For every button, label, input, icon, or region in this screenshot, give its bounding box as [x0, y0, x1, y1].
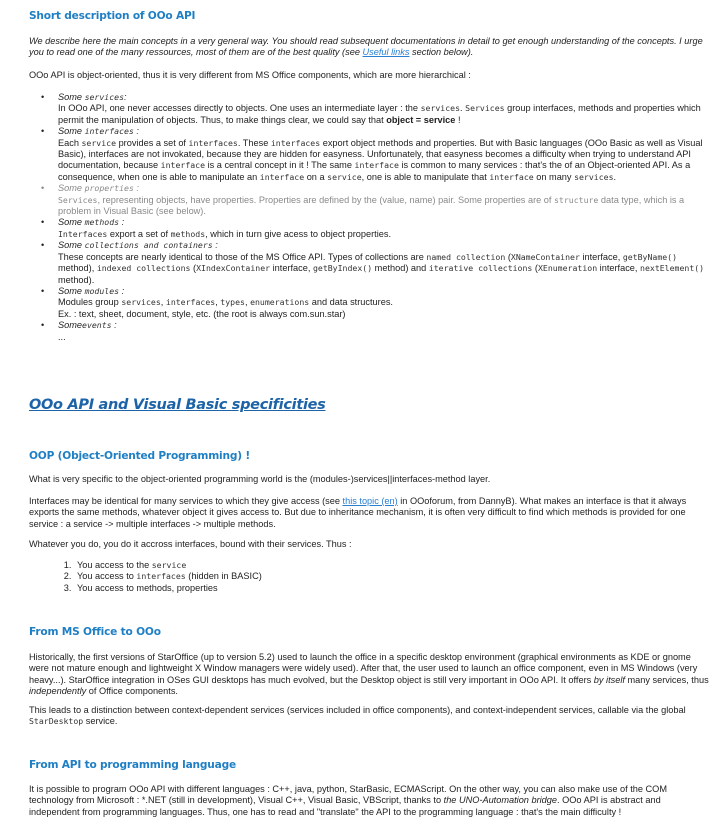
lead-paragraph: OOo API is object-oriented, thus it is very different from MS Office components, which are more hierarchical : — [29, 70, 471, 80]
bullet-icon: • — [41, 320, 45, 331]
bullet-icon: • — [41, 285, 45, 296]
bullet-icon: • — [41, 126, 45, 137]
section-title-short-description: Short description of OOo API — [29, 10, 196, 22]
oop-paragraph-1: What is very specific to the object-oriented programming world is the (modules-)services||interfaces-method layer. — [29, 474, 491, 484]
modules-example: Ex. : text, sheet, document, style, etc. (the root is always com.sun.star) — [58, 308, 346, 319]
term-properties: Some properties : — [58, 183, 139, 194]
step-item: 2. You access to interfaces (hidden in BASIC) — [74, 571, 710, 582]
oop-paragraph-3: Whatever you do, you do it accross interfaces, bound with their services. Thus : — [29, 539, 352, 549]
list-item-methods: • Some methods : Interfaces export a set of methods, which in turn give acess to object properties. — [41, 217, 392, 239]
useful-links-link[interactable]: Useful links — [362, 47, 410, 58]
bullet-icon: • — [41, 240, 45, 251]
object-equals-service: object = service — [386, 114, 456, 125]
subsection-title-ms-office: From MS Office to OOo — [29, 626, 161, 638]
term-events: Someevents : — [58, 320, 117, 331]
term-collections: Some collections and containers : — [58, 240, 218, 251]
intro-text: We describe here the main concepts in a very general way. You should read subsequent documentations in detail to get enough understanding of the concepts. I urge you to read one of the many ressources, most of them are of the best quality (see — [29, 36, 703, 58]
term-interfaces: Some interfaces : — [58, 126, 139, 137]
intro-text-end: section below). — [409, 47, 474, 58]
apilang-paragraph: It is possible to program OOo API with different languages : C++, java, python, StarBasic, ECMAScript. On the other way, you can also make use of the COM technology from Microsoft : *.NET (still in development), Visual C++, Visual Basic, VBScript, thanks to the UNO-Automation bridge. OOo API is abstract and independent from programming languages. Thus, one has to read and "translate" the API to the programming language : that's the main difficulty ! — [29, 784, 667, 817]
list-item-modules: • Some modules : Modules group services, interfaces, types, enumerations and data structures. Ex. : text, sheet, document, style, etc. (the root is always com.sun.star) — [41, 285, 393, 319]
list-item-interfaces: • Some interfaces : Each service provides a set of interfaces. These interfaces export object methods and properties. But with Basic languages (OOo Basic as well as Visual Basic), interfaces are not invokated, because they are hidden for easyness. Unfortunately, that easyness becomes a difficulty when trying to understand API documentation, because interface is a central concept in it ! The same interface is common to many services : that's the of an Object-oriented API. As a consequence, when one is able to manipulate an interface on a service, one is able to manipulate that interface on many services. — [41, 126, 703, 182]
term-methods: Some methods : — [58, 217, 125, 228]
step-item: 1. You access to the service — [74, 560, 710, 571]
step-item: 3. You access to methods, properties — [74, 583, 710, 594]
bullet-icon: • — [41, 92, 45, 102]
term-modules: Some modules : — [58, 285, 125, 296]
list-item-collections: • Some collections and containers : These concepts are nearly identical to those of the MS Office API. Types of collections are named collection (XNameContainer interface, getByName() method), indexed collections (XIndexContainer interface, getByIndex() method) and iterative collections (XEnumeration interface, nextElement() method). — [41, 240, 705, 285]
bullet-icon: • — [41, 183, 45, 194]
bullet-icon: • — [41, 217, 45, 228]
steps-list — [29, 560, 710, 594]
concepts-list — [29, 92, 710, 343]
events-body: ... — [58, 331, 66, 342]
subsection-title-oop: OOP (Object-Oriented Programming) ! — [29, 450, 250, 462]
list-item-events — [41, 320, 710, 343]
msoffice-paragraph-2: This leads to a distinction between context-dependent services (services included in office components), and context-independent services, callable via the global StarDesktop service. — [29, 705, 686, 727]
oop-paragraph-2: Interfaces may be identical for many services to which they give access (see this topic (en) in OOoforum, from DannyB). What makes an interface is that it always exports the same methods, whatever object it gives access to. But due to inheritance mechanism, it is often very difficult to find which methods is provided for one service : a service -> multiple interfaces -> multiple methods. — [29, 496, 687, 529]
intro-paragraph — [29, 36, 710, 59]
list-item-services: • Some services: In OOo API, one never accesses directly to objects. One uses an intermediate layer : the services. Services group interfaces, methods and properties which permit the manipulation of objects. Thus, to make things clear, we could say that object = service ! — [41, 92, 701, 125]
subsection-title-api-language: From API to programming language — [29, 759, 236, 771]
msoffice-paragraph-1: Historically, the first versions of StarOffice (up to version 5.2) used to launch the office in a specific desktop environment (graphical environments as KDE or gnome were not mature enough and lightweight X Window managers were widely used). After that, the user used to launch an office component, even in MS Windows (very heavy...). StarOffice integration in OSes GUI desktops has much evolved, but the Desktop object is still very important in OOo API. It offers by itself many services, thus independently of Office components. — [29, 652, 709, 697]
list-item-properties: • Some properties : Services, representing objects, have properties. Properties are defined by the (value, name) pair. Some properties are of structure data type, which is a problem in Visual Basic (see below). — [41, 183, 685, 217]
this-topic-link[interactable]: this topic (en) — [342, 496, 398, 506]
term-services: Some services: — [58, 92, 127, 102]
section-title-visual-basic-specificities[interactable]: OOo API and Visual Basic specificities — [29, 397, 326, 413]
